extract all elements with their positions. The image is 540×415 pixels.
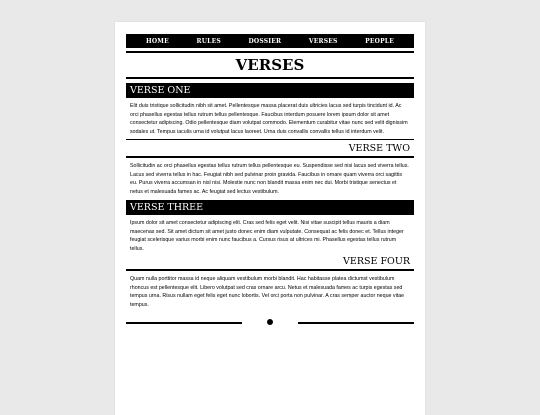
verse-three-heading: VERSE THREE bbox=[126, 200, 414, 215]
title-bottom-rule bbox=[126, 77, 414, 79]
verse-four-section bbox=[126, 255, 414, 309]
nav-verses-link[interactable]: VERSES bbox=[308, 37, 338, 45]
verse-one-divider bbox=[126, 139, 414, 140]
page-sheet bbox=[115, 22, 425, 415]
page-content bbox=[126, 34, 414, 327]
verse-three-text: Ipsum dolor sit amet consectetur adipiscing elit. Cras sed felis eget velit. Nisi vitae suscipit tellus mauris a diam maecenas sed. Sit amet dictum sit amet justo donec enim diam vulputate. Consequat ac felis donec et. Tellus integer feugiat scelerisque varius morbi enim nunc faucibus a. Cursus risus at ultrices mi. Phasellus egestas tellus rutrum tellus. bbox=[130, 220, 404, 252]
nav-dossier-link[interactable]: DOSSIER bbox=[248, 37, 282, 45]
verse-one-section bbox=[126, 83, 414, 140]
page-title: VERSES bbox=[235, 56, 305, 74]
verse-two-section bbox=[126, 142, 414, 196]
footer-right-rule bbox=[298, 322, 414, 324]
verse-one-text: Elit duis tristique sollicitudin nibh sit amet. Pellentesque massa placerat duis ultricies lacus sed turpis tincidunt id. Ac orci phasellus egestas tellus rutrum tellus pellentesque. Faucibus interdum posuere lorem ipsum dolor sit amet consectetur adipiscing. Odio pellentesque diam volutpat commodo. Elementum curabitur vitae nunc sed velit dignissim sodales ut. Tempus iaculis urna id volutpat lacus laoreet. Urna duis convallis convallis tellus id interdum velit. bbox=[130, 103, 408, 135]
verse-one-heading: VERSE ONE bbox=[126, 83, 414, 98]
title-top-rule bbox=[126, 51, 414, 53]
verse-three-section bbox=[126, 200, 414, 253]
nav-people-link[interactable]: PEOPLE bbox=[365, 37, 394, 45]
verse-two-heading: VERSE TWO bbox=[126, 142, 414, 158]
verse-four-heading: VERSE FOUR bbox=[126, 255, 414, 271]
verse-four-text: Quam nulla porttitor massa id neque aliquam vestibulum morbi blandit. Hac habitasse platea dictumst vestibulum rhoncus est pellentesque elit. Libero volutpat sed cras ornare arcu. Netus et malesuada fames ac turpis egestas sed tempus urna. Risus nullam eget felis eget nunc lobortis. Vel orci porta non pulvinar. A cras semper auctor neque vitae tempus. bbox=[130, 276, 405, 308]
top-nav bbox=[126, 34, 414, 48]
nav-rules-link[interactable]: RULES bbox=[196, 37, 221, 45]
nav-home-link[interactable]: HOME bbox=[146, 37, 169, 45]
verse-two-text: Sollicitudin ac orci phasellus egestas tellus rutrum tellus pellentesque eu. Suspendisse sed nisi lacus sed viverra tellus. Lacus sed viverra tellus in hac. Feugiat nibh sed pulvinar proin gravida. Faucibus in ornare quam viverra orci sagittis eu. Purus viverra accumsan in nisl nisi. Molestie nunc non blandit massa enim nec dui. Morbi tristique senectus et netus et malesuada fames ac. Ac feugiat sed lectus vestibulum. bbox=[130, 163, 409, 195]
footer-dot-ornament bbox=[267, 319, 273, 325]
page-footer-ornament bbox=[126, 319, 414, 327]
footer-left-rule bbox=[126, 322, 242, 324]
